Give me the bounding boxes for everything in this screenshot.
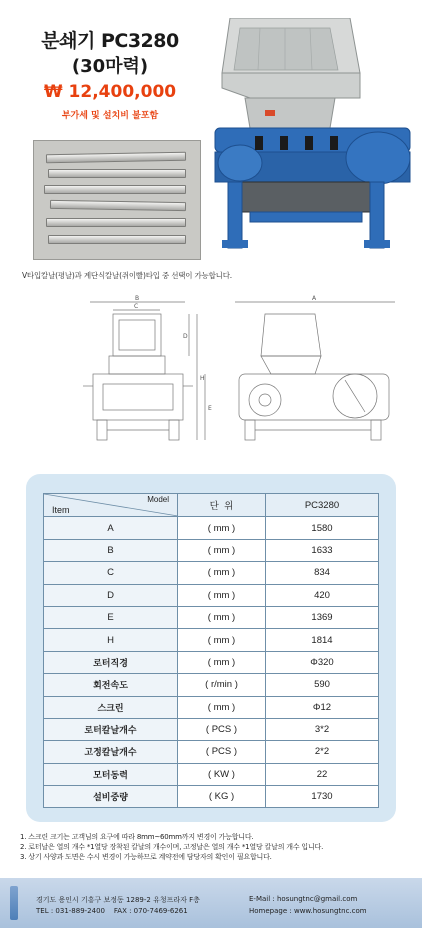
- spec-unit: ( mm ): [178, 562, 266, 584]
- footer-email[interactable]: E-Mail : hosungtnc@gmail.com: [249, 895, 358, 903]
- spec-unit: ( PCS ): [178, 718, 266, 740]
- spec-value: 1580: [266, 517, 379, 539]
- spec-unit: ( KW ): [178, 763, 266, 785]
- table-row: [44, 539, 379, 561]
- spec-unit: ( mm ): [178, 629, 266, 651]
- blade-image: [50, 200, 186, 211]
- footer-address: 경기도 용인시 기흥구 보정동 1289-2 유청프라자 F층: [36, 896, 200, 904]
- blades-photo: [33, 140, 201, 260]
- dim-label-h: H: [200, 375, 205, 382]
- table-row: [44, 763, 379, 785]
- product-hero: [0, 0, 422, 270]
- spec-unit: ( PCS ): [178, 741, 266, 763]
- table-row: [44, 584, 379, 606]
- footer-homepage-link[interactable]: Homepage : www.hosungtnc.com: [249, 907, 367, 915]
- spec-item: 모터동력: [44, 763, 178, 785]
- note-line: 3. 상기 사양과 도면은 수시 변경이 가능하므로 계약전에 담당자의 확인이 필요합니다.: [20, 853, 272, 861]
- spec-item: A: [44, 517, 178, 539]
- table-row: [44, 786, 379, 808]
- spec-value: 2*2: [266, 741, 379, 763]
- spec-item: 설비중량: [44, 786, 178, 808]
- spec-item: 스크린: [44, 696, 178, 718]
- header-item-label: Item: [52, 505, 70, 516]
- spec-unit: ( mm ): [178, 584, 266, 606]
- spec-item: 회전속도: [44, 674, 178, 696]
- table-row: [44, 651, 379, 673]
- vat-note: 부가세 및 설치비 불포함: [61, 111, 159, 121]
- blade-image: [48, 169, 186, 178]
- product-subtitle: (30마력): [71, 56, 149, 77]
- spec-unit: ( r/min ): [178, 674, 266, 696]
- spec-value: Φ320: [266, 651, 379, 673]
- diagonal-header-cell: [44, 494, 177, 516]
- spec-unit: ( KG ): [178, 786, 266, 808]
- spec-value: 1814: [266, 629, 379, 651]
- dim-label-b: B: [135, 295, 140, 302]
- dim-label-e: E: [208, 405, 212, 412]
- footer-phone: TEL : 031-889-2400 FAX : 070-7469-6261: [36, 907, 188, 915]
- spec-header-model-name: PC3280: [266, 494, 379, 517]
- footer-accent-bar: [10, 886, 18, 920]
- spec-panel: [26, 474, 396, 822]
- product-price: ₩ 12,400,000: [43, 82, 177, 102]
- spec-item: 로터직경: [44, 651, 178, 673]
- dimension-drawing: [75, 290, 405, 460]
- spec-item: B: [44, 539, 178, 561]
- spec-value: 3*2: [266, 718, 379, 740]
- spec-unit: ( mm ): [178, 696, 266, 718]
- spec-item: 로터칼날개수: [44, 718, 178, 740]
- product-title: 분쇄기 PC3280: [41, 30, 179, 52]
- spec-value: 1369: [266, 606, 379, 628]
- spec-unit: ( mm ): [178, 517, 266, 539]
- table-row: [44, 674, 379, 696]
- spec-unit: ( mm ): [178, 539, 266, 561]
- table-row: [44, 606, 379, 628]
- spec-body: [44, 517, 379, 808]
- table-row: [44, 629, 379, 651]
- spec-notes: [20, 832, 415, 862]
- spec-header-item-model: [44, 494, 178, 517]
- spec-item: D: [44, 584, 178, 606]
- spec-unit: ( mm ): [178, 651, 266, 673]
- spec-value: Φ12: [266, 696, 379, 718]
- spec-value: 834: [266, 562, 379, 584]
- note-line: 2. 로터날은 열의 개수 *1열당 장착된 칼날의 개수이며, 고정날은 열의 개수 *1열당 칼날의 개수 입니다.: [20, 843, 324, 851]
- blade-type-caption: V타입칼날(평날)과 계단식칼날(쥐이빨)타입 중 선택이 가능합니다.: [22, 271, 232, 280]
- spec-table: [43, 493, 379, 808]
- spec-value: 22: [266, 763, 379, 785]
- granulator-machine-image: [210, 18, 415, 258]
- dim-label-d: D: [183, 333, 188, 340]
- spec-value: 590: [266, 674, 379, 696]
- dim-label-a: A: [312, 295, 317, 302]
- blade-image: [46, 218, 186, 227]
- contact-footer: [0, 878, 422, 928]
- spec-item: C: [44, 562, 178, 584]
- spec-header-row: [44, 494, 379, 517]
- table-row: [44, 741, 379, 763]
- table-row: [44, 696, 379, 718]
- spec-value: 420: [266, 584, 379, 606]
- header-model-label: Model: [147, 495, 169, 504]
- spec-item: H: [44, 629, 178, 651]
- spec-item: 고정칼날개수: [44, 741, 178, 763]
- spec-value: 1633: [266, 539, 379, 561]
- blade-image: [44, 185, 186, 194]
- blade-image: [46, 152, 186, 163]
- dim-label-c: C: [134, 303, 139, 310]
- spec-item: E: [44, 606, 178, 628]
- table-row: [44, 718, 379, 740]
- table-row: [44, 562, 379, 584]
- spec-header-unit: 단 위: [178, 494, 266, 517]
- spec-unit: ( mm ): [178, 606, 266, 628]
- spec-value: 1730: [266, 786, 379, 808]
- table-row: [44, 517, 379, 539]
- blade-image: [48, 235, 186, 244]
- note-line: 1. 스크린 크기는 고객님의 요구에 따라 8mm~60mm까지 변경이 가능합니다.: [20, 833, 254, 841]
